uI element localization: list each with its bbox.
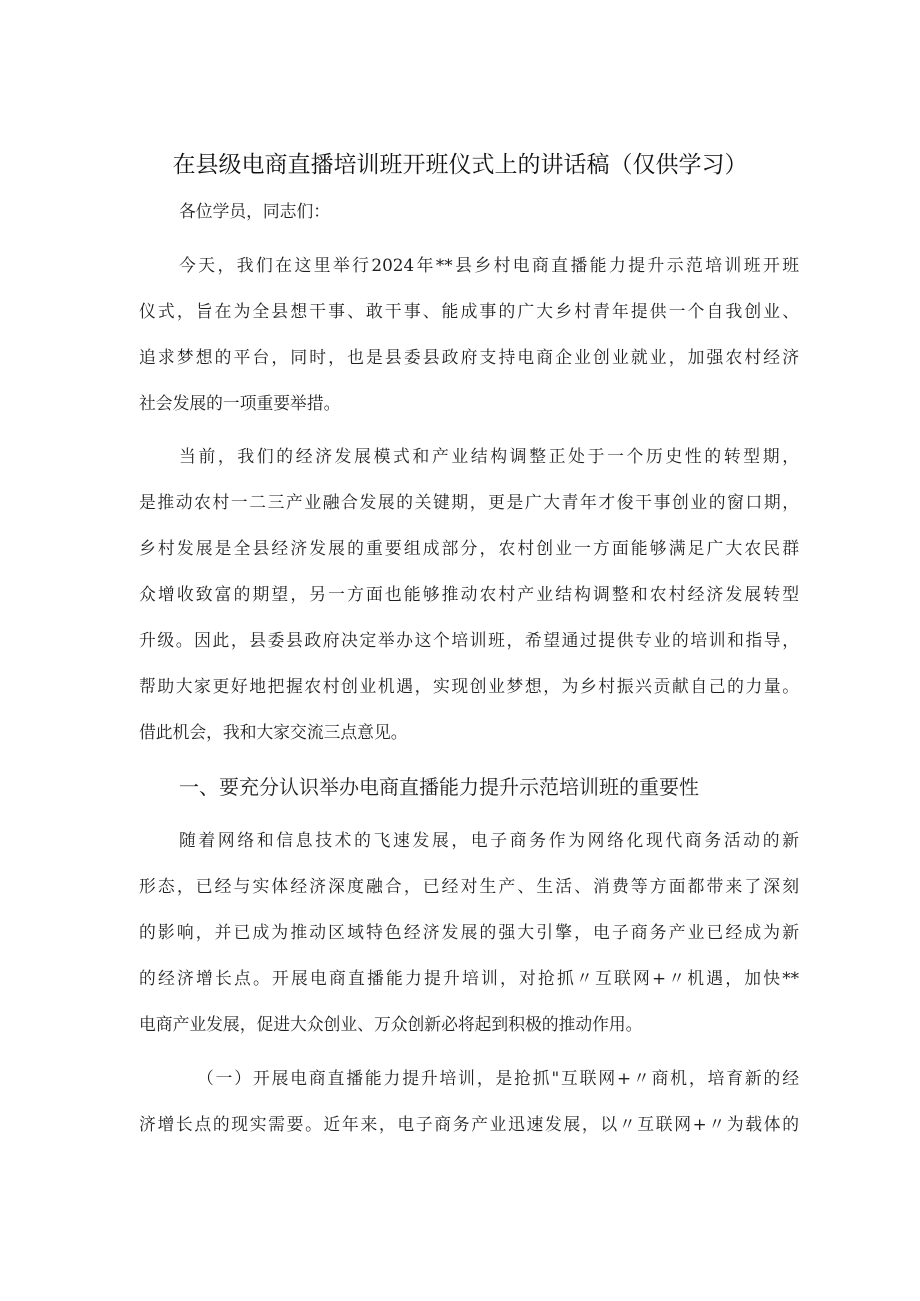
section-heading: 一、要充分认识举办电商直播能力提升示范培训班的重要性 bbox=[179, 775, 699, 799]
paragraph-line: 追求梦想的平台，同时，也是县委县政府支持电商企业创业就业，加强农村经济 bbox=[139, 347, 799, 367]
paragraph-line: 借此机会，我和大家交流三点意见。 bbox=[139, 722, 408, 742]
paragraph-line: 济增长点的现实需要。近年来，电子商务产业迅速发展，以〃互联网+〃为载体的 bbox=[139, 1114, 799, 1134]
paragraph-line: 乡村发展是全县经济发展的重要组成部分，农村创业一方面能够满足广大农民群 bbox=[139, 538, 799, 558]
paragraph-line: （一）开展电商直播能力提升培训，是抢抓"互联网+〃商机，培育新的经 bbox=[197, 1068, 799, 1088]
paragraph-line: 随着网络和信息技术的飞速发展，电子商务作为网络化现代商务活动的新 bbox=[179, 830, 799, 850]
salutation: 各位学员，同志们： bbox=[179, 201, 331, 221]
paragraph-line: 众增收致富的期望，另一方面也能够推动农村产业结构调整和农村经济发展转型 bbox=[139, 584, 799, 604]
paragraph-line: 当前，我们的经济发展模式和产业结构调整正处于一个历史性的转型期， bbox=[179, 446, 799, 466]
paragraph-line: 社会发展的一项重要举措。 bbox=[139, 393, 341, 413]
paragraph-line: 电商产业发展，促进大众创业、万众创新必将起到积极的推动作用。 bbox=[139, 1014, 643, 1034]
document-title: 在县级电商直播培训班开班仪式上的讲话稿（仅供学习） bbox=[172, 152, 748, 178]
paragraph-line: 今天，我们在这里举行2024年**县乡村电商直播能力提升示范培训班开班 bbox=[179, 255, 799, 275]
paragraph-line: 的经济增长点。开展电商直播能力提升培训，对抢抓〃互联网+〃机遇，加快** bbox=[139, 968, 799, 988]
paragraph-line: 帮助大家更好地把握农村创业机遇，实现创业梦想，为乡村振兴贡献自己的力量。 bbox=[139, 676, 799, 696]
paragraph-line: 是推动农村一二三产业融合发展的关键期，更是广大青年才俊干事创业的窗口期， bbox=[139, 492, 799, 512]
paragraph-line: 升级。因此，县委县政府决定举办这个培训班，希望通过提供专业的培训和指导， bbox=[139, 630, 799, 650]
paragraph-line: 仪式，旨在为全县想干事、敢干事、能成事的广大乡村青年提供一个自我创业、 bbox=[139, 301, 799, 321]
paragraph-line: 的影响，并已成为推动区域特色经济发展的强大引擎，电子商务产业已经成为新 bbox=[139, 922, 799, 942]
paragraph-line: 形态，已经与实体经济深度融合，已经对生产、生活、消费等方面都带来了深刻 bbox=[139, 876, 799, 896]
